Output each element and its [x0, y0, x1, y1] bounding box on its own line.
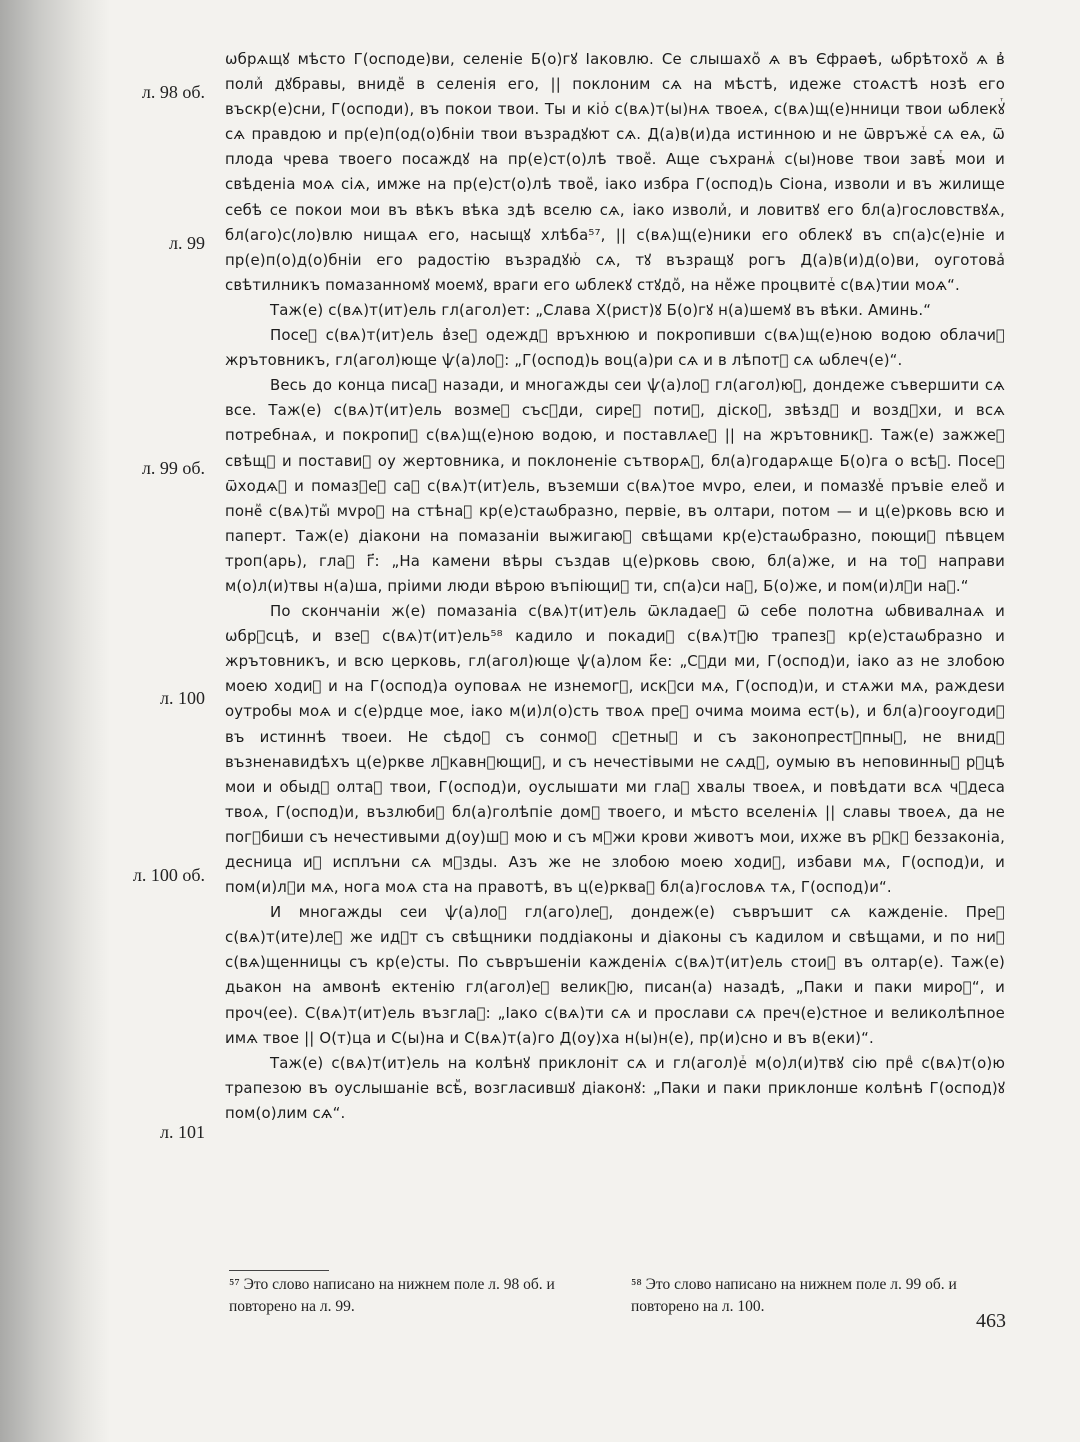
- folio-note: л. 100: [160, 688, 205, 708]
- footnote: ⁵⁷ Это слово написано на нижнем поле л. 98 об. и повторено на л. 99.: [229, 1276, 555, 1315]
- folio-note: л. 99 об.: [141, 458, 205, 478]
- folio-note: л. 99: [169, 233, 205, 253]
- footnote: ⁵⁸ Это слово написано на нижнем поле л. 99 об. и повторено на л. 100.: [631, 1276, 957, 1315]
- text-paragraph: Таж(е) с(вѧ)т(ит)ель на колѣнꙋ приклоніт сѧ и гл(агол)еⷮ м(о)л(и)твꙋ сію преⷣ с(вѧ)т(о)ю трапезою въ оуслышаніе всѣⷨ, возгласившꙋ діаконꙋ: „Паки и паки приклонше колѣнѣ Г(оспод)ꙋ пом(о)лим сѧ“.: [225, 1053, 1005, 1122]
- folio-margin: [0, 0, 215, 1442]
- text-paragraph: Таж(е) с(вѧ)т(ит)ель гл(агол)ет: „Слава Х(рист)ꙋ Б(о)гꙋ н(а)шемꙋ въ вѣки. Аминь.“: [270, 300, 932, 319]
- text-paragraph: Весь до конца писаⷩ назади, и многажды сеи ѱ(а)лоⷨ гл(агол)юⷮ, дондеже съвершити сѧ все. Таж(е) с(вѧ)т(ит)ель возмеⷮ съсꙋди, сиреⷱ потиⷬ, діскоⷭ, звѣздꙋ и воздꙋхи, и всѧ потребнаѧ, и покропиⷮ с(вѧ)щ(е)ною водою, и поставлѧеⷮ || на жрътовникꙋ. Таж(е) зажжеⷮ свѣщꙋ и поставиⷮ оу жертовника, и поклоненіе сътворѧⷮ, бл(а)годарѧще Б(о)га о всѣⷯ. Посеⷨ ѿходѧⷮ и помазꙋеⷮ саⷨ с(вѧ)т(ит)ель, въземши с(вѧ)тое мvро, елеи, и помазꙋеⷮ пръвіе елеоⷨ и понеⷨ с(вѧ)тыⷨ мvроⷨ на стѣнаⷯ кр(е)стаѡбразно, первіе, въ олтари, потом — и ц(е)рковь всю и паперт. Таж(е) діакони на помазаніи выжигаюⷮ свѣщами кр(е)стаѡбразно, поющиⷨ пѣвцем троп(арь), глаⷭ г҃: „На камени вѣры създав ц(е)рковь свою, бл(а)же, и на тоⷨ направи м(о)л(и)твы н(а)ша, пріими люди вѣрою въпіющиⷯ ти, сп(а)си наⷭ, Б(о)же, и пом(и)лꙋи наⷭ.“: [225, 376, 1005, 595]
- folio-note: л. 101: [160, 1122, 205, 1142]
- text-paragraph: Посеⷨ с(вѧ)т(ит)ель в҆зеⷨ одеждꙋ връхнюю и покропивши с(вѧ)щ(е)ною водою облачиⷮ жрътовникъ, гл(агол)юще ѱ(а)лоⷨ: „Г(оспод)ь воц(а)ри сѧ и в лѣпотꙋ сѧ ѡблеч(е)“.: [225, 326, 1005, 370]
- text-paragraph: По скончаніи ж(е) помазаніа с(вѧ)т(ит)ель ѿкладаеⷮ ѿ себе полотна ѡбвивалнаѧ и ѡбрꙋсцѣ, и взеⷨ с(вѧ)т(ит)ель⁵⁸ кадило и покадиⷮ с(вѧ)тꙋю трапезꙋ кр(е)стаѡбразно и жрътовникъ, и всю церковь, гл(агол)юще ѱ(а)лом к҃е: „Сꙋди ми, Г(оспод)и, іако аз не злобою моею ходиⷯ и на Г(оспод)а оуповаѧ не изнемогꙋ, искꙋси мѧ, Г(оспод)и, и стѧжи мѧ, раждеѕи оутробы моѧ и с(е)рдце мое, іако м(и)л(о)сть твоѧ преⷣ очима моима ест(ь), и бл(а)гооугодиⷯ въ истиннѣ твоеи. Не сѣдоⷯ съ сонмоⷨ сꙋетныⷨ и съ законопрестꙋпныⷨ, не внидꙋ възненавидѣхъ ц(е)ркве лꙋкавнꙋющиⷯ, и съ нечестівыми не сѧдꙋ, оумыю въ неповинныⷯ рꙋцѣ мои и обыдꙋ олтаⷬ твои, Г(оспод)и, оуслышати ми глаⷭ хвалы твоеѧ, и повѣдати всѧ чꙋдеса твоѧ, Г(оспод)и, възлюбиⷯ бл(а)голѣпіе домꙋ твоего, и мѣсто вселеніѧ || славы твоеѧ, да не погꙋбиши съ нечестивыми д(оу)шꙋ мою и съ мꙋжи крови животъ мои, ихже въ рꙋкꙋ беззаконіа, десница иⷯ исплъни сѧ мꙿзды. Азъ же не злобою моею ходиⷯ, избави мѧ, Г(оспод)и, и пом(и)лꙋи мѧ, нога моѧ ста на правотѣ, въ ц(е)ркваⷯ бл(а)гословѧ тѧ, Г(оспод)и“.: [225, 602, 1005, 897]
- folio-note: л. 98 об.: [141, 82, 205, 102]
- folio-note: л. 100 об.: [132, 865, 205, 885]
- main-text: [225, 47, 1005, 1126]
- page-number: 463: [976, 1310, 1006, 1332]
- text-paragraph: ѡбрѧщꙋ мѣсто Г(осподе)ви, селеніе Б(о)гꙋ Іаковлю. Се слышахоⷨ ѧ въ Єфраѳѣ, ѡбрѣтохоⷨ ѧ в҆ полиⷯ дꙋбравы, внидеⷨ в селенія его, || поклоним сѧ на мѣстѣ, идеже стоѧстѣ нозѣ его въскр(е)сни, Г(осподи), въ покои твои. Ты и кіоⷮ с(вѧ)т(ы)нѧ твоеѧ, с(вѧ)щ(е)нници твои ѡблекꙋⷮ сѧ правдою и пр(е)п(од(о)бніи твои възрадꙋют сѧ. Д(а)в(и)да истинною и не ѿвръжеⷮ сѧ еѧ, ѿ плода чрева твоего посаждꙋ на пр(е)ст(о)лѣ твоеⷨ. Аще съхранѧⷮ с(ы)нове твои завѣⷮ мои и свѣденіа моѧ сіѧ, имже на пр(е)ст(о)лѣ твоеⷨ, іако избра Г(оспод)ь Сіона, изволи и въ жилище себѣ се покои мои въ вѣкъ вѣка здѣ вселю сѧ, іако изволиⷯ, и ловитвꙋ его бл(а)гословствꙋѧ, бл(аго)с(ло)влю нищаѧ его, насыщꙋ хлѣба⁵⁷, || с(вѧ)щ(е)ники его облекꙋ въ сп(а)с(е)ніе и пр(е)п(о)д(о)бніи его радостію възрадꙋюⷮ сѧ, тꙋ възращꙋ рогъ Д(а)в(и)д(о)ви, оуготоваⷯ свѣтилникъ помазанномꙋ моемꙋ, враги его ѡблекꙋ стꙋдоⷨ, на неⷨже процвитеⷮ с(вѧ)тии моѧ“.: [225, 50, 1005, 294]
- text-paragraph: И многажды сеи ѱ(а)лоⷨ гл(аго)леⷨ, дондеж(е) съвръшит сѧ кажденіе. Преⷣ с(вѧ)т(ите)леⷨ же идꙋт съ свѣщники поддіаконы и діаконы съ кадилом и свѣщами, и по ниⷯ с(вѧ)щенницы съ кр(е)сты. По съвръшеніи кажденіѧ с(вѧ)т(ит)ель стоиⷮ въ олтар(е). Таж(е) дьакон на амвонѣ ектенію гл(агол)еⷮ великꙋю, писан(а) назадѣ, „Паки и паки мироⷨ“, и проч(ее). С(вѧ)т(ит)ель възглаⷭ: „Іако с(вѧ)ти сѧ и прослави сѧ преч(е)стное и великолѣпное имѧ твое || О(т)ца и С(ы)на и С(вѧ)т(а)го Д(оу)ха н(ы)н(е), пр(и)сно и въ в(еки)“.: [225, 903, 1005, 1047]
- footnote-rule: [229, 1270, 329, 1271]
